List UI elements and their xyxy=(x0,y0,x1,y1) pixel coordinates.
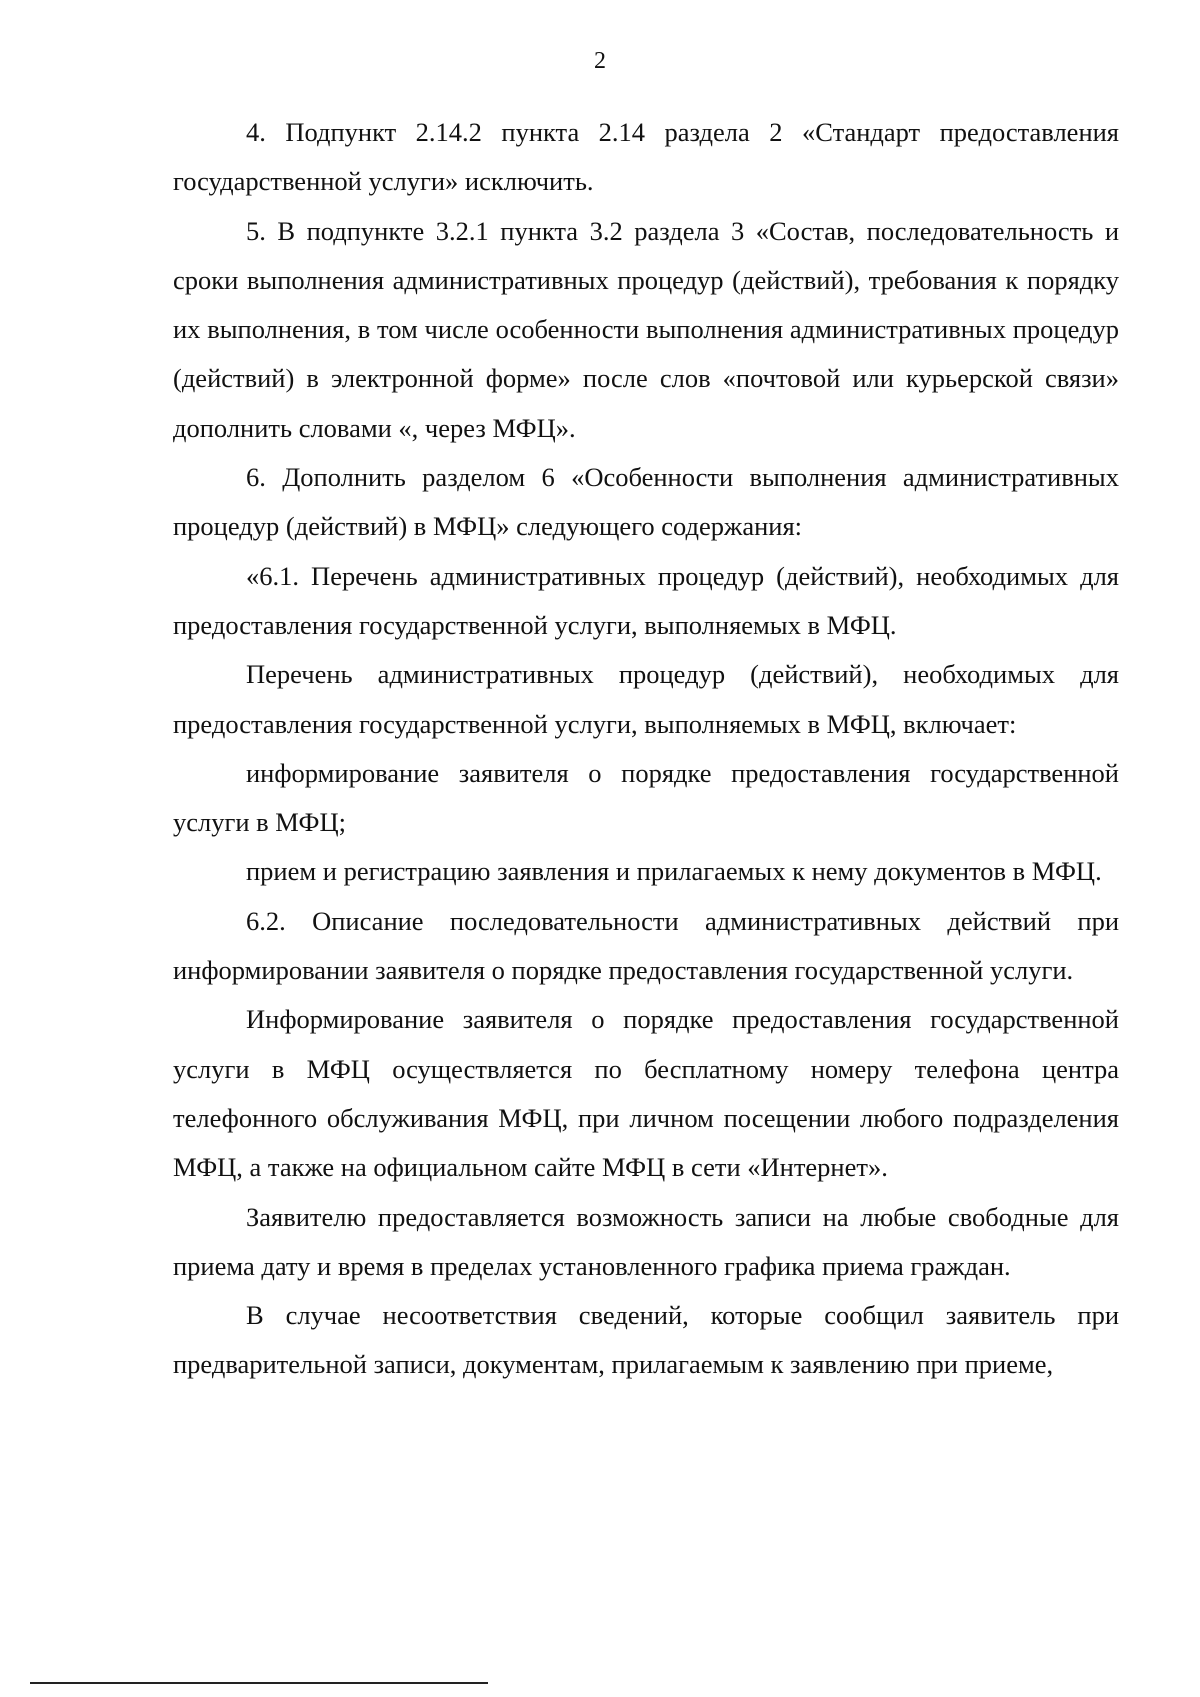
paragraph-informing-channels: Информирование заявителя о порядке предоставления государственной услуги в МФЦ осуществляется по бесплатному номеру телефона центра телефонного обслуживания МФЦ, при личном посещении любого подразделения МФЦ, а также на официальном сайте МФЦ в сети «Интернет». xyxy=(173,1004,1119,1183)
paragraph-6-1-heading: «6.1. Перечень административных процедур (действий), необходимых для предоставления государственной услуги, выполняемых в МФЦ. xyxy=(173,560,1119,640)
paragraph-item-6: 6. Дополнить разделом 6 «Особенности выполнения административных процедур (действий) в МФЦ» следующего содержания: xyxy=(173,462,1119,542)
paragraph-appointment: Заявителю предоставляется возможность записи на любые свободные для приема дату и время в пределах установленного графика приема граждан. xyxy=(173,1201,1119,1281)
list-item-reception: прием и регистрацию заявления и прилагаемых к нему документов в МФЦ. xyxy=(246,856,1102,887)
page-number: 2 xyxy=(594,48,606,74)
list-item-informing: информирование заявителя о порядке предоставления государственной услуги в МФЦ; xyxy=(173,757,1119,838)
footnote-divider xyxy=(30,1682,488,1684)
document-body xyxy=(173,108,1119,1390)
paragraph-item-4: 4. Подпункт 2.14.2 пункта 2.14 раздела 2 «Стандарт предоставления государственной услуги» исключить. xyxy=(173,117,1119,197)
paragraph-6-2-heading: 6.2. Описание последовательности административных действий при информировании заявителя о порядке предоставления государственной услуги. xyxy=(173,905,1119,986)
paragraph-procedures-list-intro: Перечень административных процедур (действий), необходимых для предоставления государственной услуги, выполняемых в МФЦ, включает: xyxy=(173,659,1119,739)
paragraph-item-5: 5. В подпункте 3.2.1 пункта 3.2 раздела 3 «Состав, последовательность и сроки выполнения административных процедур (действий), требования к порядку их выполнения, в том числе особенности выполнения административных процедур (действий) в электронной форме» после слов «почтовой или курьерской связи» дополнить словами «, через МФЦ». xyxy=(173,215,1119,443)
paragraph-mismatch: В случае несоответствия сведений, которые сообщил заявитель при предварительной записи, документам, прилагаемым к заявлению при приеме, xyxy=(173,1300,1119,1380)
